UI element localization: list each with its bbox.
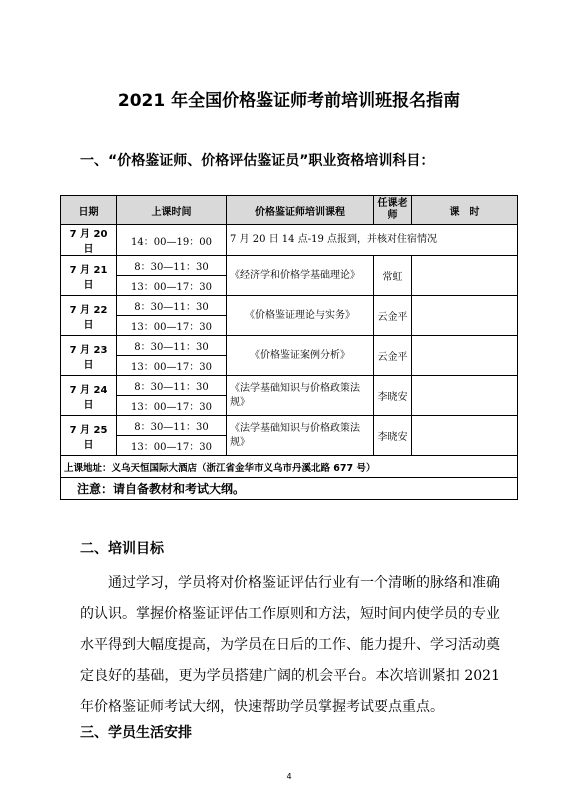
time-cell: 14：00—19：00 (117, 225, 227, 256)
section-heading-subjects: 一、“价格鉴证师、价格评估鉴证员”职业资格培训科目： (80, 153, 435, 169)
hours-cell (412, 296, 518, 336)
section-heading-living: 三、学员生活安排 (80, 725, 192, 741)
table-row (61, 336, 518, 356)
header-class-time: 上课时间 (117, 196, 227, 225)
time-cell: 8：30—11：30 (117, 256, 227, 276)
hours-cell (412, 336, 518, 376)
section-heading-goals: 二、培训目标 (80, 541, 164, 557)
teacher-cell: 李晓安 (374, 416, 412, 456)
hours-cell (412, 416, 518, 456)
date-cell: 7 月 20 日 (61, 225, 117, 256)
time-cell: 8：30—11：30 (117, 296, 227, 316)
date-cell: 7 月 24 日 (61, 376, 117, 416)
time-cell: 13：00—17：30 (117, 276, 227, 296)
header-date: 日期 (61, 196, 117, 225)
class-address: 上课地址：义乌天恒国际大酒店（浙江省金华市义乌市丹溪北路 677 号） (61, 456, 518, 478)
header-hours: 课 时 (412, 196, 518, 225)
table-row (61, 256, 518, 276)
table-row (61, 225, 518, 256)
time-cell: 8：30—11：30 (117, 376, 227, 396)
table-row (61, 416, 518, 436)
schedule-table (60, 195, 518, 500)
page-number: 4 (286, 772, 292, 781)
course-cell: 《价格鉴证案例分析》 (227, 336, 374, 376)
course-cell: 《价格鉴证理论与实务》 (227, 296, 374, 336)
date-cell: 7 月 25 日 (61, 416, 117, 456)
time-cell: 13：00—17：30 (117, 356, 227, 376)
course-cell: 《法学基础知识与价格政策法规》 (227, 416, 374, 456)
hours-cell (412, 256, 518, 296)
hours-cell (412, 376, 518, 416)
address-row (61, 456, 518, 478)
notice-row (61, 478, 518, 500)
registration-note: 7 月 20 日 14 点-19 点报到，并核对住宿情况 (227, 225, 518, 256)
materials-notice: 注意：请自备教材和考试大纲。 (61, 478, 518, 500)
teacher-cell: 常虹 (374, 256, 412, 296)
document-title: 2021 年全国价格鉴证师考前培训班报名指南 (117, 91, 461, 111)
time-cell: 8：30—11：30 (117, 416, 227, 436)
table-header-row (61, 196, 518, 225)
goals-paragraph: 通过学习，学员将对价格鉴证评估行业有一个清晰的脉络和准确的认识。掌握价格鉴证评估工作原则和方法，短时间内使学员的专业水平得到大幅度提高，为学员在日后的工作、能力提升、学习活动奠定良好的基础，更为学员搭建广阔的机会平台。本次培训紧扣 2021 年价格鉴证师考试大纲，快速帮助学员掌握考试要点重点。 (80, 575, 500, 715)
table-row (61, 296, 518, 316)
table-row (61, 376, 518, 396)
time-cell: 13：00—17：30 (117, 436, 227, 456)
header-course: 价格鉴证师培训课程 (227, 196, 374, 225)
time-cell: 13：00—17：30 (117, 316, 227, 336)
time-cell: 13：00—17：30 (117, 396, 227, 416)
header-teacher: 任课老师 (374, 196, 412, 225)
teacher-cell: 云金平 (374, 336, 412, 376)
date-cell: 7 月 21 日 (61, 256, 117, 296)
time-cell: 8：30—11：30 (117, 336, 227, 356)
date-cell: 7 月 23 日 (61, 336, 117, 376)
teacher-cell: 李晓安 (374, 376, 412, 416)
course-cell: 《经济学和价格学基础理论》 (227, 256, 374, 296)
date-cell: 7 月 22 日 (61, 296, 117, 336)
teacher-cell: 云金平 (374, 296, 412, 336)
course-cell: 《法学基础知识与价格政策法规》 (227, 376, 374, 416)
